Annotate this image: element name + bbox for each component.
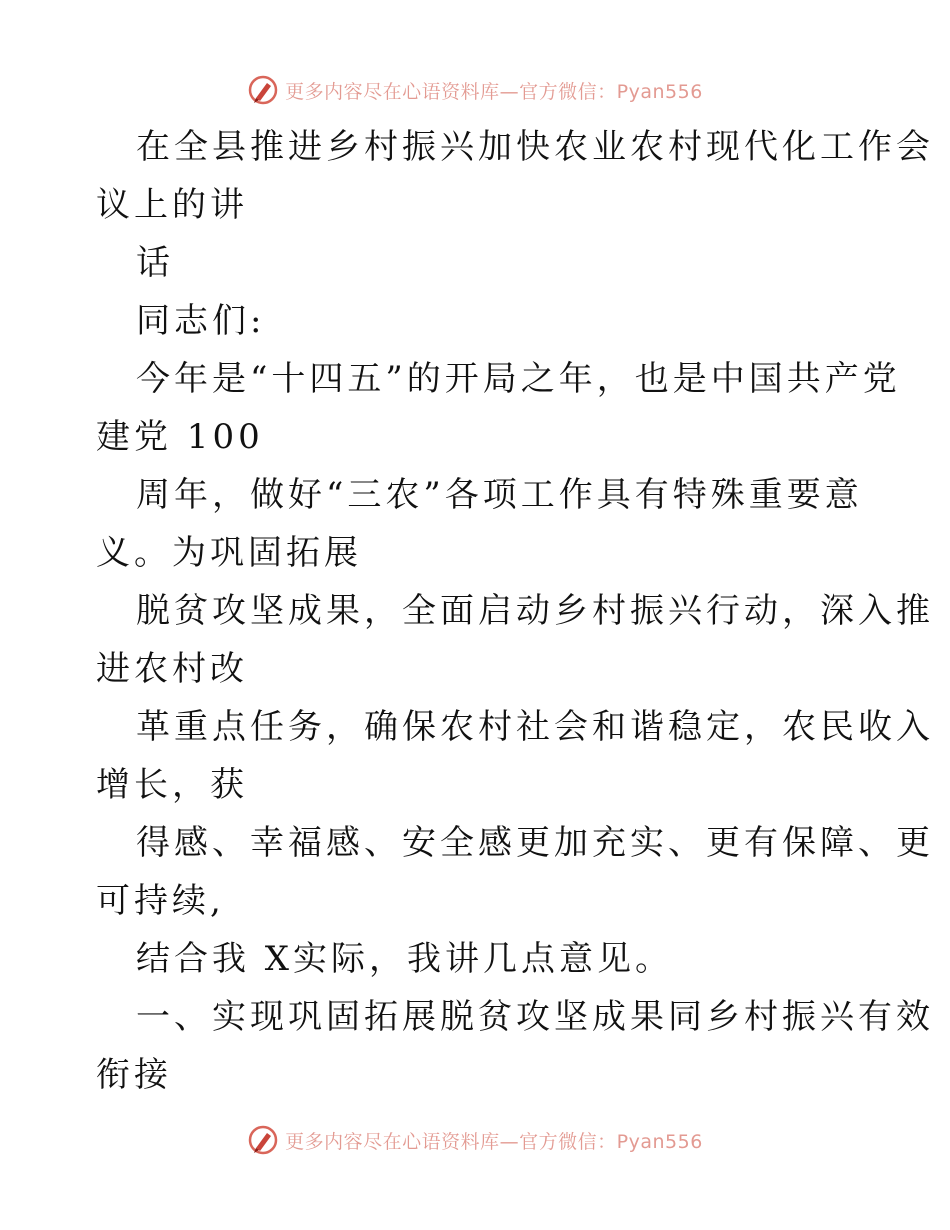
text-line: 得感、幸福感、安全感更加充实、更有保障、更 [136, 823, 934, 863]
watermark-header [0, 70, 950, 110]
pen-logo-icon [247, 74, 279, 106]
text-line: 建党 100 [96, 417, 264, 457]
text-line: 增长，获 [96, 765, 248, 805]
text-line: 话 [136, 243, 174, 283]
text-line: 脱贫攻坚成果，全面启动乡村振兴行动，深入推 [136, 591, 934, 631]
pen-logo-icon [247, 1124, 279, 1156]
text-line: 一、实现巩固拓展脱贫攻坚成果同乡村振兴有效 [136, 997, 934, 1037]
text-line: 在全县推进乡村振兴加快农业农村现代化工作会 [136, 127, 934, 167]
text-line: 可持续, [96, 881, 225, 921]
text-line: 今年是“十四五”的开局之年，也是中国共产党 [136, 359, 901, 399]
watermark-text: 更多内容尽在心语资料库—官方微信：Pyan556 [285, 80, 703, 103]
watermark-text: 更多内容尽在心语资料库—官方微信：Pyan556 [285, 1130, 703, 1153]
text-line: 义。为巩固拓展 [96, 533, 362, 573]
text-line: 同志们: [136, 301, 266, 341]
text-line: 周年，做好“三农”各项工作具有特殊重要意 [136, 475, 863, 515]
text-line: 结合我 X实际，我讲几点意见。 [136, 939, 674, 979]
text-line: 进农村改 [96, 649, 248, 689]
watermark-footer [0, 1120, 950, 1160]
text-line: 革重点任务，确保农村社会和谐稳定，农民收入 [136, 707, 934, 747]
text-line: 议上的讲 [96, 185, 248, 225]
text-line: 衔接 [96, 1055, 172, 1095]
